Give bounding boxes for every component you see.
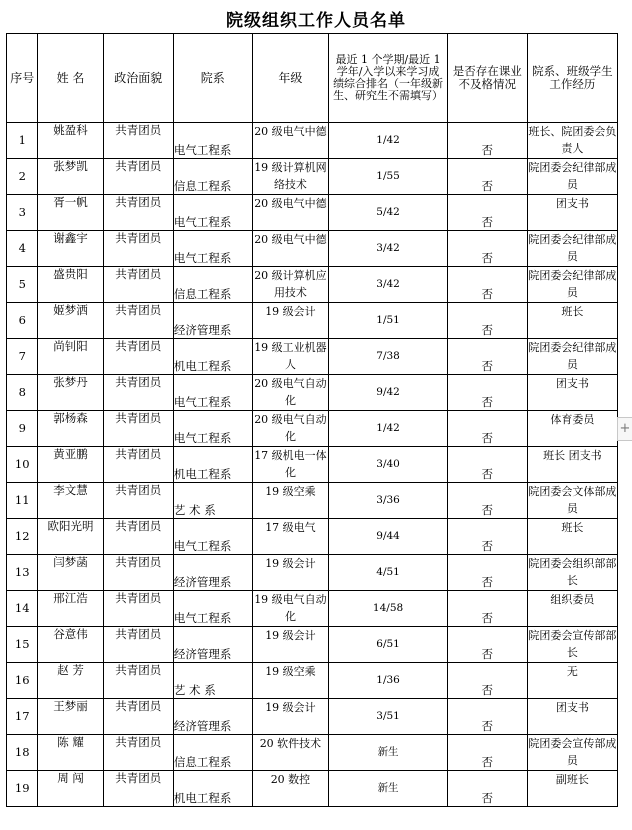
table-row — [7, 699, 618, 735]
fail-flag-cell: 否 — [447, 555, 527, 591]
experience-cell: 院团委会宣传部部长 — [527, 627, 617, 663]
experience-cell: 组织委员 — [527, 591, 617, 627]
party-cell: 共青团员 — [103, 483, 173, 519]
dept-cell: 信息工程系 — [173, 735, 252, 771]
ranking-cell: 1/42 — [329, 411, 448, 447]
name-cell: 李文慧 — [38, 483, 103, 519]
fail-flag-cell: 否 — [447, 195, 527, 231]
dept-cell: 信息工程系 — [173, 267, 252, 303]
table-row — [7, 591, 618, 627]
name-cell: 黄亚鹏 — [38, 447, 103, 483]
table-row — [7, 735, 618, 771]
grade-cell: 19 级会计 — [252, 555, 329, 591]
seq-cell: 18 — [7, 735, 38, 771]
ranking-cell: 1/42 — [329, 123, 448, 159]
seq-cell: 7 — [7, 339, 38, 375]
fail-flag-cell: 否 — [447, 447, 527, 483]
grade-cell: 19 级会计 — [252, 303, 329, 339]
name-cell: 谢鑫宇 — [38, 231, 103, 267]
party-cell: 共青团员 — [103, 375, 173, 411]
grade-cell: 17 级电气 — [252, 519, 329, 555]
dept-cell: 机电工程系 — [173, 339, 252, 375]
name-cell: 陈 耀 — [38, 735, 103, 771]
party-cell: 共青团员 — [103, 699, 173, 735]
party-cell: 共青团员 — [103, 519, 173, 555]
ranking-cell: 3/36 — [329, 483, 448, 519]
fail-flag-cell: 否 — [447, 519, 527, 555]
dept-cell: 经济管理系 — [173, 627, 252, 663]
header-dept: 院系 — [173, 34, 252, 123]
experience-cell: 院团委会组织部部长 — [527, 555, 617, 591]
party-cell: 共青团员 — [103, 267, 173, 303]
ranking-cell: 1/55 — [329, 159, 448, 195]
header-party: 政治面貌 — [103, 34, 173, 123]
header-grade: 年级 — [252, 34, 329, 123]
party-cell: 共青团员 — [103, 339, 173, 375]
fail-flag-cell: 否 — [447, 699, 527, 735]
experience-cell: 团支书 — [527, 195, 617, 231]
party-cell: 共青团员 — [103, 447, 173, 483]
party-cell: 共青团员 — [103, 627, 173, 663]
table-row — [7, 303, 618, 339]
grade-cell: 19 级空乘 — [252, 483, 329, 519]
ranking-cell: 9/44 — [329, 519, 448, 555]
experience-cell: 副班长 — [527, 771, 617, 807]
dept-cell: 艺 术 系 — [173, 663, 252, 699]
name-cell: 张梦凯 — [38, 159, 103, 195]
grade-cell: 20 级电气中德 — [252, 231, 329, 267]
seq-cell: 10 — [7, 447, 38, 483]
ranking-cell: 7/38 — [329, 339, 448, 375]
experience-cell: 班长 — [527, 303, 617, 339]
table-row — [7, 339, 618, 375]
seq-cell: 14 — [7, 591, 38, 627]
party-cell: 共青团员 — [103, 411, 173, 447]
table-row — [7, 447, 618, 483]
experience-cell: 班长 团支书 — [527, 447, 617, 483]
name-cell: 胥一帆 — [38, 195, 103, 231]
table-row — [7, 483, 618, 519]
dept-cell: 经济管理系 — [173, 555, 252, 591]
ranking-cell: 3/40 — [329, 447, 448, 483]
ranking-cell: 6/51 — [329, 627, 448, 663]
dept-cell: 电气工程系 — [173, 519, 252, 555]
party-cell: 共青团员 — [103, 663, 173, 699]
name-cell: 王梦丽 — [38, 699, 103, 735]
fail-flag-cell: 否 — [447, 663, 527, 699]
name-cell: 盛贵阳 — [38, 267, 103, 303]
ranking-cell: 14/58 — [329, 591, 448, 627]
experience-cell: 院团委会纪律部成员 — [527, 159, 617, 195]
fail-flag-cell: 否 — [447, 591, 527, 627]
party-cell: 共青团员 — [103, 771, 173, 807]
grade-cell: 20 软件技术 — [252, 735, 329, 771]
seq-cell: 4 — [7, 231, 38, 267]
table-row — [7, 123, 618, 159]
experience-cell: 团支书 — [527, 375, 617, 411]
name-cell: 赵 芳 — [38, 663, 103, 699]
ranking-cell: 3/51 — [329, 699, 448, 735]
dept-cell: 机电工程系 — [173, 771, 252, 807]
party-cell: 共青团员 — [103, 123, 173, 159]
table-row — [7, 771, 618, 807]
dept-cell: 经济管理系 — [173, 699, 252, 735]
party-cell: 共青团员 — [103, 195, 173, 231]
table-row — [7, 627, 618, 663]
grade-cell: 20 数控 — [252, 771, 329, 807]
dept-cell: 信息工程系 — [173, 159, 252, 195]
ranking-cell: 4/51 — [329, 555, 448, 591]
header-row — [7, 34, 618, 123]
ranking-cell: 3/42 — [329, 267, 448, 303]
ranking-cell: 9/42 — [329, 375, 448, 411]
seq-cell: 12 — [7, 519, 38, 555]
seq-cell: 15 — [7, 627, 38, 663]
grade-cell: 20 级电气自动化 — [252, 375, 329, 411]
name-cell: 张梦丹 — [38, 375, 103, 411]
seq-cell: 1 — [7, 123, 38, 159]
table-row — [7, 555, 618, 591]
fail-flag-cell: 否 — [447, 339, 527, 375]
plus-icon[interactable]: + — [617, 417, 632, 441]
ranking-cell: 3/42 — [329, 231, 448, 267]
experience-cell: 体育委员 — [527, 411, 617, 447]
name-cell: 谷意伟 — [38, 627, 103, 663]
name-cell: 邢江浩 — [38, 591, 103, 627]
seq-cell: 9 — [7, 411, 38, 447]
grade-cell: 20 级计算机应用技术 — [252, 267, 329, 303]
ranking-cell: 新生 — [329, 735, 448, 771]
grade-cell: 19 级空乘 — [252, 663, 329, 699]
fail-flag-cell: 否 — [447, 411, 527, 447]
party-cell: 共青团员 — [103, 159, 173, 195]
ranking-cell: 新生 — [329, 771, 448, 807]
grade-cell: 20 级电气自动化 — [252, 411, 329, 447]
fail-flag-cell: 否 — [447, 735, 527, 771]
grade-cell: 19 级电气自动化 — [252, 591, 329, 627]
seq-cell: 19 — [7, 771, 38, 807]
fail-flag-cell: 否 — [447, 267, 527, 303]
table-row — [7, 267, 618, 303]
header-fail-flag: 是否存在课业不及格情况 — [447, 34, 527, 123]
dept-cell: 电气工程系 — [173, 195, 252, 231]
header-ranking: 最近 1 个学期/最近 1 学年/入学以来学习成绩综合排名（一年级新生、研究生不需填写） — [329, 34, 448, 123]
table-row — [7, 231, 618, 267]
party-cell: 共青团员 — [103, 555, 173, 591]
grade-cell: 19 级计算机网络技术 — [252, 159, 329, 195]
experience-cell: 院团委会纪律部成员 — [527, 339, 617, 375]
grade-cell: 19 级会计 — [252, 627, 329, 663]
ranking-cell: 1/36 — [329, 663, 448, 699]
document-title: 院级组织工作人员名单 — [226, 11, 406, 31]
party-cell: 共青团员 — [103, 735, 173, 771]
name-cell: 郭杨森 — [38, 411, 103, 447]
fail-flag-cell: 否 — [447, 771, 527, 807]
party-cell: 共青团员 — [103, 591, 173, 627]
grade-cell: 17 级机电一体化 — [252, 447, 329, 483]
fail-flag-cell: 否 — [447, 123, 527, 159]
table-row — [7, 519, 618, 555]
staff-roster-table — [6, 33, 618, 807]
experience-cell: 班长、院团委会负责人 — [527, 123, 617, 159]
seq-cell: 6 — [7, 303, 38, 339]
fail-flag-cell: 否 — [447, 375, 527, 411]
seq-cell: 2 — [7, 159, 38, 195]
seq-cell: 3 — [7, 195, 38, 231]
party-cell: 共青团员 — [103, 303, 173, 339]
dept-cell: 电气工程系 — [173, 411, 252, 447]
experience-cell: 院团委会纪律部成员 — [527, 231, 617, 267]
roster-body — [7, 123, 618, 807]
experience-cell: 院团委会宣传部成员 — [527, 735, 617, 771]
experience-cell: 院团委会纪律部成员 — [527, 267, 617, 303]
experience-cell: 无 — [527, 663, 617, 699]
grade-cell: 20 级电气中德 — [252, 123, 329, 159]
table-row — [7, 375, 618, 411]
seq-cell: 16 — [7, 663, 38, 699]
fail-flag-cell: 否 — [447, 231, 527, 267]
header-experience: 院系、班级学生工作经历 — [527, 34, 617, 123]
experience-cell: 班长 — [527, 519, 617, 555]
experience-cell: 团支书 — [527, 699, 617, 735]
ranking-cell: 1/51 — [329, 303, 448, 339]
seq-cell: 8 — [7, 375, 38, 411]
dept-cell: 电气工程系 — [173, 375, 252, 411]
name-cell: 欧阳光明 — [38, 519, 103, 555]
seq-cell: 17 — [7, 699, 38, 735]
table-row — [7, 195, 618, 231]
ranking-cell: 5/42 — [329, 195, 448, 231]
dept-cell: 机电工程系 — [173, 447, 252, 483]
dept-cell: 电气工程系 — [173, 231, 252, 267]
grade-cell: 20 级电气中德 — [252, 195, 329, 231]
name-cell: 姬梦洒 — [38, 303, 103, 339]
party-cell: 共青团员 — [103, 231, 173, 267]
dept-cell: 艺 术 系 — [173, 483, 252, 519]
name-cell: 闫梦菡 — [38, 555, 103, 591]
fail-flag-cell: 否 — [447, 627, 527, 663]
grade-cell: 19 级会计 — [252, 699, 329, 735]
name-cell: 姚盈科 — [38, 123, 103, 159]
experience-cell: 院团委会文体部成员 — [527, 483, 617, 519]
table-row — [7, 159, 618, 195]
header-seq: 序号 — [7, 34, 38, 123]
header-name: 姓 名 — [38, 34, 103, 123]
fail-flag-cell: 否 — [447, 303, 527, 339]
fail-flag-cell: 否 — [447, 159, 527, 195]
table-row — [7, 411, 618, 447]
dept-cell: 经济管理系 — [173, 303, 252, 339]
dept-cell: 电气工程系 — [173, 123, 252, 159]
fail-flag-cell: 否 — [447, 483, 527, 519]
table-row — [7, 663, 618, 699]
dept-cell: 电气工程系 — [173, 591, 252, 627]
grade-cell: 19 级工业机器人 — [252, 339, 329, 375]
name-cell: 周 闯 — [38, 771, 103, 807]
seq-cell: 5 — [7, 267, 38, 303]
name-cell: 尚钊阳 — [38, 339, 103, 375]
seq-cell: 13 — [7, 555, 38, 591]
seq-cell: 11 — [7, 483, 38, 519]
